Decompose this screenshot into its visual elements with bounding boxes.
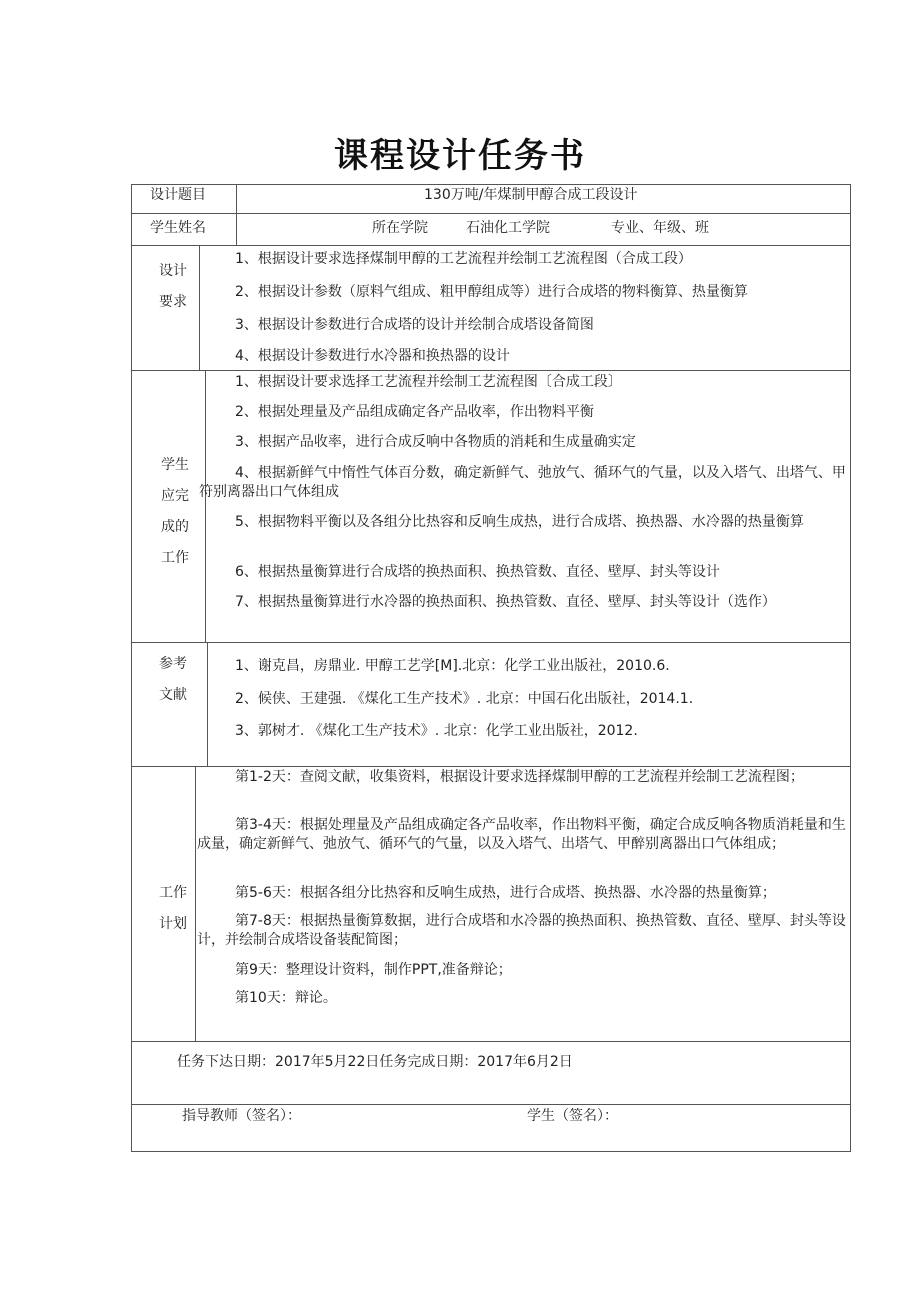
work-label-line: 应完: [161, 488, 189, 504]
references-label-line: 文献: [159, 687, 187, 703]
college-value: 石油化工学院: [466, 220, 550, 236]
requirement-item: 4、根据设计参数进行水冷器和换热器的设计: [235, 348, 510, 364]
work-item: 7、根据热量衡算进行水冷器的换热面积、换热管数、直径、壁厚、封头等设计（选作）: [235, 594, 776, 610]
col-divider: [205, 370, 206, 642]
requirements-label-line: 设计: [159, 263, 187, 279]
requirement-item: 1、根据设计要求选择煤制甲醇的工艺流程并绘制工艺流程图（合成工段）: [235, 251, 692, 267]
work-item: 5、根据物料平衡以及各组分比热容和反响生成热，进行合成塔、换热器、水冷器的热量衡算: [235, 514, 804, 530]
reference-item: 1、谢克昌，房鼎业. 甲醇工艺学[M].北京：化学工业出版社，2010.6.: [235, 658, 670, 674]
plan-label-line: 工作: [159, 885, 187, 901]
plan-item: 第9天：整理设计资料，制作PPT,准备辩论；: [235, 962, 512, 978]
row-divider: [131, 1041, 851, 1042]
teacher-signature-label: 指导教师（签名）：: [182, 1108, 301, 1124]
work-label-line: 学生: [161, 457, 189, 473]
plan-item: 第5-6天：根据各组分比热容和反响生成热，进行合成塔、换热器、水冷器的热量衡算；: [235, 885, 776, 901]
reference-item: 3、郭树才. 《煤化工生产技术》. 北京：化学工业出版社，2012.: [235, 723, 638, 739]
references-label-line: 参考: [159, 656, 187, 672]
plan-label-line: 计划: [159, 916, 187, 932]
work-item: 6、根据热量衡算进行合成塔的换热面积、换热管数、直径、壁厚、封头等设计: [235, 564, 720, 580]
row-divider: [131, 642, 851, 643]
requirement-item: 3、根据设计参数进行合成塔的设计并绘制合成塔设备简图: [235, 317, 594, 333]
row-divider: [131, 1104, 851, 1105]
work-label: [152, 450, 198, 574]
work-label-line: 工作: [161, 550, 189, 566]
requirements-label: [150, 256, 196, 318]
work-item: 2、根据处理量及产品组成确定各产品收率，作出物料平衡: [235, 404, 594, 420]
row-divider: [131, 213, 851, 214]
reference-item: 2、候侠、王建强. 《煤化工生产技术》. 北京：中国石化出版社，2014.1.: [235, 691, 694, 707]
plan-item: 第10天：辩论。: [235, 990, 337, 1006]
plan-label: [150, 878, 196, 940]
student-name-label: 学生姓名: [150, 220, 206, 236]
topic-value: 130万吨/年煤制甲醇合成工段设计: [424, 187, 638, 203]
col-divider: [236, 184, 237, 245]
requirements-label-line: 要求: [159, 294, 187, 310]
student-signature-label: 学生（签名）：: [527, 1108, 618, 1124]
page-title: 课程设计任务书: [334, 136, 586, 176]
plan-item: 第7-8天：根据热量衡算数据，进行合成塔和水冷器的换热面积、换热管数、直径、壁厚、封头等设计，并绘制合成塔设备装配简图；: [197, 913, 846, 948]
references-label: [150, 649, 196, 711]
plan-item: 第3-4天：根据处理量及产品组成确定各产品收率，作出物料平衡，确定合成反响各物质消耗量和生成量，确定新鲜气、弛放气、循环气的气量，以及入塔气、出塔气、甲醉别离器出口气体组成；: [197, 817, 846, 852]
row-divider: [131, 766, 851, 767]
work-item: 1、根据设计要求选择工艺流程并绘制工艺流程图〔合成工段〕: [235, 374, 622, 390]
work-label-line: 成的: [161, 519, 189, 535]
work-item: 3、根据产品收率，进行合成反响中各物质的消耗和生成量确实定: [235, 434, 636, 450]
row-divider: [131, 370, 851, 371]
requirement-item: 2、根据设计参数（原料气组成、粗甲醇组成等）进行合成塔的物料衡算、热量衡算: [235, 284, 748, 300]
col-divider: [199, 245, 200, 370]
college-label: 所在学院: [372, 220, 428, 236]
topic-label: 设计题目: [150, 187, 206, 203]
task-dates: 任务下达日期：2017年5月22日任务完成日期：2017年6月2日: [177, 1054, 573, 1070]
row-divider: [131, 245, 851, 246]
major-label: 专业、年级、班: [611, 220, 709, 236]
col-divider: [207, 642, 208, 766]
plan-item: 第1-2天：查阅文献，收集资料，根据设计要求选择煤制甲醇的工艺流程并绘制工艺流程图；: [235, 769, 804, 785]
work-item: 4、根据新鲜气中惰性气体百分数，确定新鲜气、弛放气、循环气的气量，以及入塔气、出塔气、甲符别离器出口气体组成: [199, 465, 846, 500]
